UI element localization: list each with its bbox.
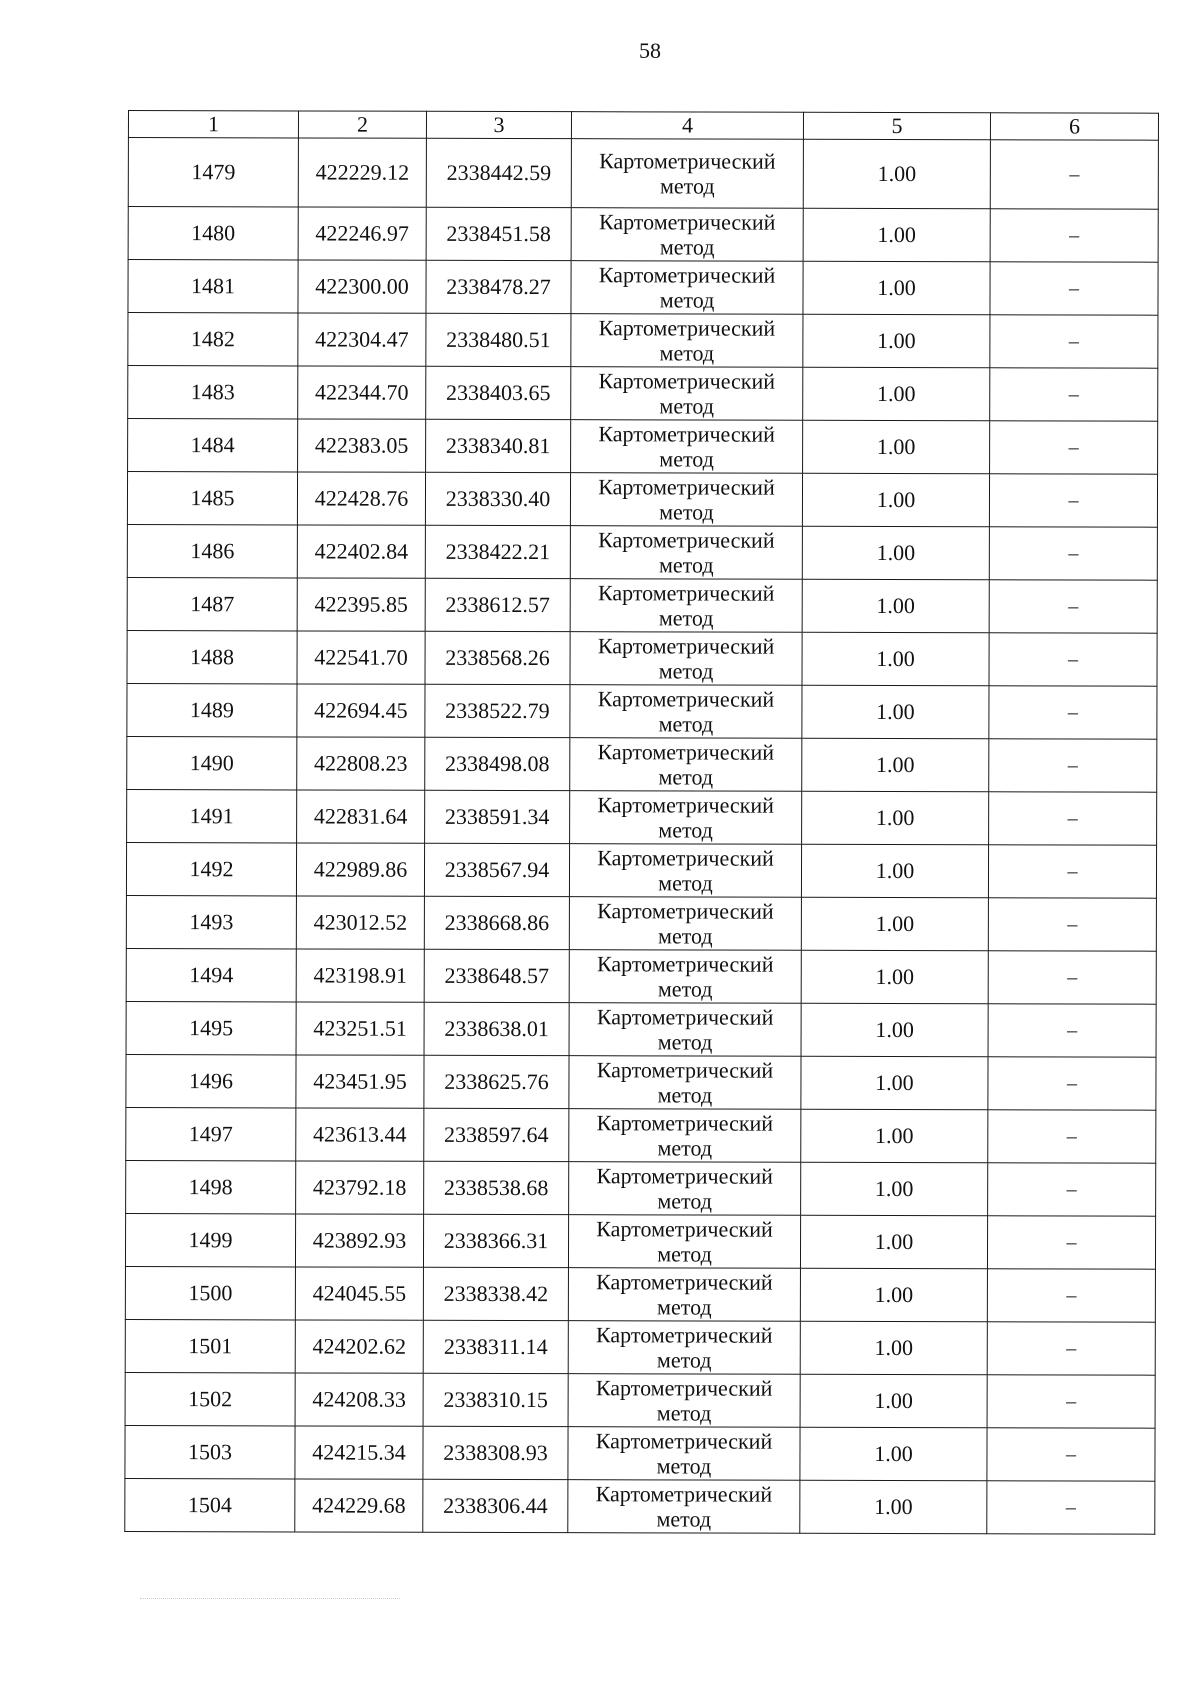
point-number-cell: 1502 (125, 1372, 295, 1425)
x-coordinate-cell: 424045.55 (295, 1267, 423, 1320)
x-coordinate-cell: 423892.93 (295, 1214, 423, 1267)
point-number-cell: 1486 (127, 524, 297, 577)
accuracy-cell: 1.00 (802, 738, 989, 791)
table-row (127, 683, 1157, 739)
table-row (126, 842, 1156, 898)
table-row (125, 1372, 1155, 1428)
x-coordinate-cell: 423792.18 (296, 1161, 424, 1214)
table-row (128, 138, 1158, 210)
method-cell: Картометрический метод (568, 1321, 800, 1375)
accuracy-cell: 1.00 (802, 632, 989, 685)
x-coordinate-cell: 422229.12 (298, 138, 426, 207)
method-cell: Картометрический метод (570, 632, 802, 686)
accuracy-cell: 1.00 (802, 473, 989, 526)
note-cell: – (988, 1004, 1156, 1057)
table-row (128, 313, 1158, 369)
note-cell: – (989, 527, 1157, 580)
note-cell: – (990, 315, 1158, 368)
method-cell: Картометрический метод (571, 139, 803, 209)
accuracy-cell: 1.00 (800, 1480, 987, 1533)
table-row (126, 1001, 1156, 1057)
y-coordinate-cell: 2338442.59 (426, 138, 571, 207)
note-cell: – (987, 1322, 1155, 1375)
accuracy-cell: 1.00 (800, 1268, 987, 1321)
point-number-cell: 1492 (126, 842, 296, 895)
y-coordinate-cell: 2338422.21 (425, 525, 570, 578)
method-cell: Картометрический метод (568, 1480, 800, 1534)
x-coordinate-cell: 422304.47 (298, 313, 426, 366)
accuracy-cell: 1.00 (802, 685, 989, 738)
y-coordinate-cell: 2338648.57 (424, 949, 569, 1002)
note-cell: – (989, 580, 1157, 633)
y-coordinate-cell: 2338310.15 (423, 1373, 568, 1426)
note-cell: – (989, 739, 1157, 792)
y-coordinate-cell: 2338567.94 (424, 843, 569, 896)
table-row (128, 207, 1158, 263)
column-header-4: 4 (571, 112, 803, 140)
accuracy-cell: 1.00 (803, 314, 990, 367)
x-coordinate-cell: 422831.64 (297, 790, 425, 843)
y-coordinate-cell: 2338638.01 (424, 1002, 569, 1055)
y-coordinate-cell: 2338668.86 (424, 896, 569, 949)
table-row (127, 524, 1157, 580)
point-number-cell: 1488 (127, 630, 297, 683)
note-cell: – (987, 1375, 1155, 1428)
y-coordinate-cell: 2338330.40 (425, 472, 570, 525)
point-number-cell: 1480 (128, 207, 298, 260)
note-cell: – (990, 262, 1158, 315)
method-cell: Картометрический метод (571, 420, 803, 474)
accuracy-cell: 1.00 (801, 1162, 988, 1215)
table-row (128, 260, 1158, 316)
accuracy-cell: 1.00 (801, 844, 988, 897)
table-header-row (128, 111, 1158, 141)
method-cell: Картометрический метод (569, 1109, 801, 1163)
note-cell: – (987, 1481, 1155, 1534)
point-number-cell: 1497 (126, 1107, 296, 1160)
column-header-6: 6 (990, 113, 1158, 140)
page-number: 58 (639, 38, 661, 63)
point-number-cell: 1499 (125, 1213, 295, 1266)
method-cell: Картометрический метод (570, 579, 802, 633)
accuracy-cell: 1.00 (800, 1321, 987, 1374)
method-cell: Картометрический метод (569, 1003, 801, 1057)
column-header-1: 1 (128, 111, 298, 138)
y-coordinate-cell: 2338306.44 (423, 1479, 568, 1532)
accuracy-cell: 1.00 (801, 897, 988, 950)
method-cell: Картометрический метод (571, 208, 803, 262)
table-row (127, 630, 1157, 686)
note-cell: – (987, 1216, 1155, 1269)
accuracy-cell: 1.00 (803, 420, 990, 473)
method-cell: Картометрический метод (569, 1056, 801, 1110)
accuracy-cell: 1.00 (800, 1215, 987, 1268)
method-cell: Картометрический метод (568, 1268, 800, 1322)
point-number-cell: 1481 (128, 260, 298, 313)
x-coordinate-cell: 424202.62 (295, 1320, 423, 1373)
point-number-cell: 1483 (128, 366, 298, 419)
note-cell: – (989, 792, 1157, 845)
accuracy-cell: 1.00 (801, 1109, 988, 1162)
point-number-cell: 1493 (126, 895, 296, 948)
y-coordinate-cell: 2338597.64 (424, 1108, 569, 1161)
x-coordinate-cell: 422541.70 (297, 631, 425, 684)
point-number-cell: 1498 (126, 1160, 296, 1213)
y-coordinate-cell: 2338311.14 (423, 1320, 568, 1373)
table-body (125, 138, 1159, 1535)
table-row (126, 948, 1156, 1004)
note-cell: – (989, 474, 1157, 527)
accuracy-cell: 1.00 (801, 950, 988, 1003)
y-coordinate-cell: 2338338.42 (423, 1267, 568, 1320)
method-cell: Картометрический метод (569, 897, 801, 951)
accuracy-cell: 1.00 (802, 526, 989, 579)
accuracy-cell: 1.00 (802, 791, 989, 844)
x-coordinate-cell: 422989.86 (296, 843, 424, 896)
method-cell: Картометрический метод (571, 367, 803, 421)
x-coordinate-cell: 424215.34 (295, 1426, 423, 1479)
x-coordinate-cell: 424229.68 (295, 1479, 423, 1532)
table-row (126, 895, 1156, 951)
note-cell: – (989, 633, 1157, 686)
table-row (127, 472, 1157, 528)
x-coordinate-cell: 423251.51 (296, 1002, 424, 1055)
table-row (128, 366, 1158, 422)
point-number-cell: 1485 (127, 472, 297, 525)
accuracy-cell: 1.00 (800, 1427, 987, 1480)
accuracy-cell: 1.00 (803, 367, 990, 420)
x-coordinate-cell: 422428.76 (297, 472, 425, 525)
x-coordinate-cell: 423451.95 (296, 1055, 424, 1108)
table-row (127, 577, 1157, 633)
x-coordinate-cell: 423198.91 (296, 949, 424, 1002)
accuracy-cell: 1.00 (803, 139, 990, 208)
y-coordinate-cell: 2338366.31 (423, 1214, 568, 1267)
table-row (126, 1107, 1156, 1163)
x-coordinate-cell: 422808.23 (297, 737, 425, 790)
point-number-cell: 1494 (126, 948, 296, 1001)
x-coordinate-cell: 424208.33 (295, 1373, 423, 1426)
y-coordinate-cell: 2338568.26 (425, 631, 570, 684)
x-coordinate-cell: 422344.70 (298, 366, 426, 419)
point-number-cell: 1496 (126, 1054, 296, 1107)
note-cell: – (988, 898, 1156, 951)
method-cell: Картометрический метод (570, 685, 802, 739)
note-cell: – (988, 951, 1156, 1004)
column-header-3: 3 (426, 111, 571, 138)
y-coordinate-cell: 2338612.57 (425, 578, 570, 631)
method-cell: Картометрический метод (569, 950, 801, 1004)
accuracy-cell: 1.00 (801, 1003, 988, 1056)
method-cell: Картометрический метод (569, 1162, 801, 1216)
note-cell: – (990, 140, 1158, 209)
point-number-cell: 1501 (125, 1319, 295, 1372)
scan-artifact (140, 1598, 400, 1601)
method-cell: Картометрический метод (568, 1374, 800, 1428)
point-number-cell: 1489 (127, 683, 297, 736)
table-row (128, 419, 1158, 475)
y-coordinate-cell: 2338308.93 (423, 1426, 568, 1479)
table-row (125, 1266, 1155, 1322)
x-coordinate-cell: 422383.05 (298, 419, 426, 472)
point-number-cell: 1491 (127, 789, 297, 842)
method-cell: Картометрический метод (568, 1427, 800, 1481)
y-coordinate-cell: 2338591.34 (425, 790, 570, 843)
note-cell: – (990, 421, 1158, 474)
x-coordinate-cell: 422402.84 (297, 525, 425, 578)
table-row (127, 789, 1157, 845)
column-header-2: 2 (298, 111, 426, 138)
table-row (127, 736, 1157, 792)
note-cell: – (989, 686, 1157, 739)
x-coordinate-cell: 422395.85 (297, 578, 425, 631)
note-cell: – (988, 845, 1156, 898)
note-cell: – (988, 1057, 1156, 1110)
point-number-cell: 1490 (127, 736, 297, 789)
column-header-5: 5 (803, 112, 990, 139)
method-cell: Картометрический метод (569, 844, 801, 898)
x-coordinate-cell: 422300.00 (298, 260, 426, 313)
note-cell: – (987, 1428, 1155, 1481)
point-number-cell: 1503 (125, 1425, 295, 1478)
y-coordinate-cell: 2338498.08 (425, 737, 570, 790)
accuracy-cell: 1.00 (800, 1374, 987, 1427)
method-cell: Картометрический метод (570, 738, 802, 792)
x-coordinate-cell: 423613.44 (296, 1108, 424, 1161)
coordinates-table (124, 110, 1159, 1535)
table-row (125, 1425, 1155, 1481)
point-number-cell: 1482 (128, 313, 298, 366)
x-coordinate-cell: 422694.45 (297, 684, 425, 737)
accuracy-cell: 1.00 (803, 208, 990, 261)
method-cell: Картометрический метод (571, 314, 803, 368)
y-coordinate-cell: 2338480.51 (426, 313, 571, 366)
method-cell: Картометрический метод (571, 261, 803, 315)
y-coordinate-cell: 2338478.27 (426, 260, 571, 313)
y-coordinate-cell: 2338403.65 (426, 366, 571, 419)
table-row (125, 1213, 1155, 1269)
method-cell: Картометрический метод (570, 791, 802, 845)
method-cell: Картометрический метод (570, 473, 802, 527)
table-row (125, 1319, 1155, 1375)
point-number-cell: 1495 (126, 1001, 296, 1054)
x-coordinate-cell: 423012.52 (296, 896, 424, 949)
table-row (126, 1160, 1156, 1216)
accuracy-cell: 1.00 (802, 579, 989, 632)
coordinates-table-container (124, 110, 1158, 1535)
note-cell: – (988, 1163, 1156, 1216)
point-number-cell: 1487 (127, 577, 297, 630)
note-cell: – (990, 209, 1158, 262)
accuracy-cell: 1.00 (803, 261, 990, 314)
table-row (125, 1478, 1155, 1534)
point-number-cell: 1479 (128, 138, 298, 207)
point-number-cell: 1504 (125, 1478, 295, 1531)
y-coordinate-cell: 2338340.81 (426, 419, 571, 472)
note-cell: – (987, 1269, 1155, 1322)
method-cell: Картометрический метод (570, 526, 802, 580)
note-cell: – (990, 368, 1158, 421)
y-coordinate-cell: 2338451.58 (426, 207, 571, 260)
x-coordinate-cell: 422246.97 (298, 207, 426, 260)
method-cell: Картометрический метод (568, 1215, 800, 1269)
point-number-cell: 1500 (125, 1266, 295, 1319)
y-coordinate-cell: 2338538.68 (424, 1161, 569, 1214)
point-number-cell: 1484 (128, 419, 298, 472)
y-coordinate-cell: 2338625.76 (424, 1055, 569, 1108)
y-coordinate-cell: 2338522.79 (425, 684, 570, 737)
note-cell: – (988, 1110, 1156, 1163)
accuracy-cell: 1.00 (801, 1056, 988, 1109)
table-row (126, 1054, 1156, 1110)
